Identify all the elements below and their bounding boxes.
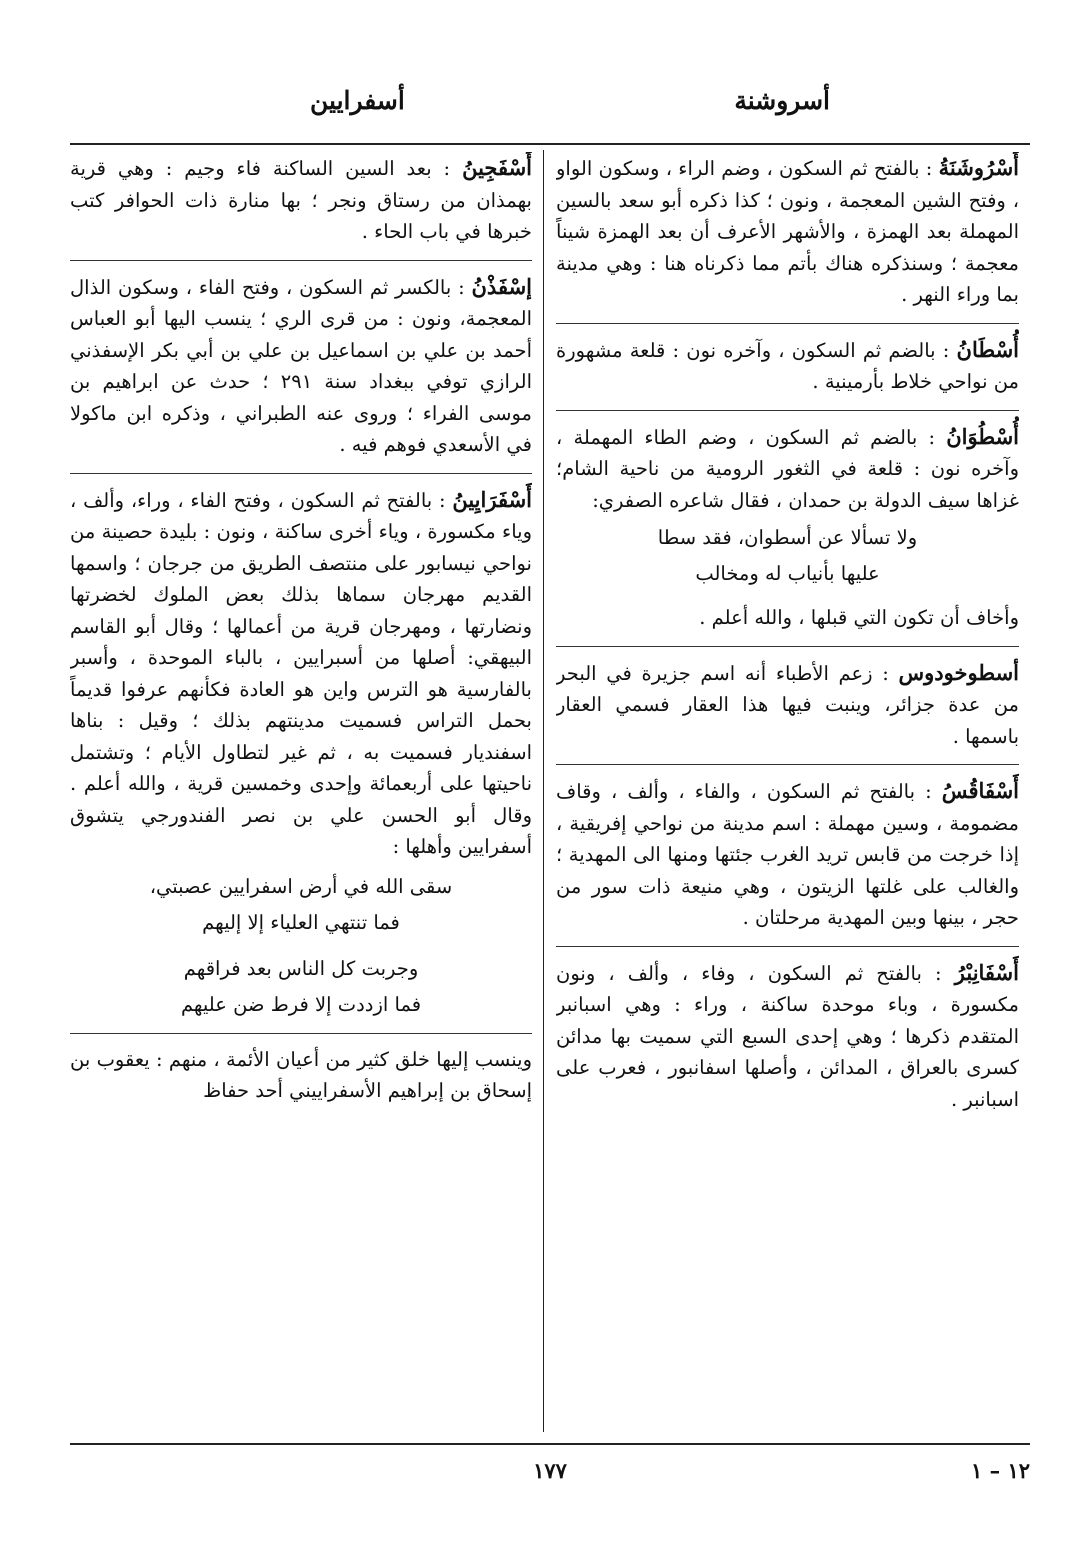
- page-footer: [70, 1452, 1030, 1492]
- entry-asrushana: [556, 152, 1019, 311]
- signature-mark: ١٢ – ١: [971, 1458, 1030, 1483]
- headword: أَسْفَاقُسُ: [941, 778, 1019, 803]
- verse-line: فما ازددت إلا فرط ضن عليهم: [180, 992, 422, 1016]
- entry-ustuwan: [556, 421, 1019, 517]
- entry-ustan: [556, 334, 1019, 398]
- entry-separator: [556, 410, 1019, 411]
- entry-text: : بالكسر ثم السكون ، وفتح الفاء ، وسكون الذال المعجمة، ونون : من قرى الري ؛ ينسب اليها أبو العباس أحمد بن علي بن اسماعيل بن علي بن أبي بكر الإسفذني الرازي توفي ببغداد سنة ٢٩١ ؛ حدث عن ابراهيم بن موسى الفراء ؛ وروى عنه الطبراني ، وذكره ابن ماكولا في الأسعدي فوهم فيه .: [70, 275, 532, 456]
- headword: أَسْفَجِينُ: [462, 155, 532, 180]
- headword: أَسْرُوشَنَةُ: [938, 155, 1019, 180]
- entry-text: : بالضم ثم السكون ، وضم الطاء المهملة ، وآخره نون : قلعة في الثغور الرومية من ناحية الشام؛ غزاها سيف الدولة بن حمدان ، فقال شاعره الصفري:: [556, 425, 1019, 512]
- headword: أَسْفَانِبْرُ: [954, 959, 1019, 985]
- verse-line: وجربت كل الناس بعد فراقهم: [183, 956, 419, 980]
- entry-text: : بالفتح ثم السكون ، وضم الراء ، وسكون الواو ، وفتح الشين المعجمة ، ونون ؛ كذا ذكره أبو سعد بالسين المهملة بعد الهمزة ، والأشهر الأعرف أن بعد الهمزة شيناً معجمة ؛ وسنذكره هناك بأتم مما ذكرناه هنا : وهي مدينة بما وراء النهر .: [556, 157, 1019, 306]
- headword: أُسْطَانُ: [956, 336, 1019, 362]
- verse: [70, 869, 532, 941]
- left-column: [70, 152, 532, 1432]
- headword: إسْفَذْنُ: [471, 273, 532, 299]
- entry-text: : زعم الأطباء أنه اسم جزيرة في البحر من عدة جزائر، وينبت فيها هذا العقار فسمي العقار باسمها .: [556, 661, 1019, 748]
- headword: أُسْطُوَانُ: [946, 423, 1019, 449]
- verse-line: ولا تسألا عن أسطوان، فقد سطا: [657, 526, 918, 549]
- entry-text: : بالفتح ثم السكون ، وفاء ، وألف ، ونون مكسورة ، وباء موحدة ساكنة ، وراء : وهي اسبانبر المتقدم ذكرها ؛ وهي إحدى السبع التي سميت بها مدائن كسرى بالعراق ، المدائن ، وأصلها اسفانبور ، فعرب على اسبانبر .: [556, 961, 1019, 1111]
- entry-text: : بالضم ثم السكون ، وآخره نون : قلعة مشهورة من نواحي خلاط بأرمينية .: [556, 338, 1019, 393]
- entry-text: : بعد السين الساكنة فاء وجيم : وهي قرية بهمذان من رستاق ونجر ؛ بها منارة ذات الحوافر كتب خبرها في باب الحاء .: [70, 157, 532, 243]
- verse: [556, 520, 1019, 592]
- running-head-right: أسروشنة: [734, 86, 830, 115]
- entry-ustukhudus: [556, 657, 1019, 753]
- column-divider: [543, 150, 544, 1432]
- entry-separator: [556, 764, 1019, 765]
- entry-continuation: وأخاف أن تكون التي قبلها ، والله أعلم .: [699, 606, 1019, 629]
- running-head-left: أسفرايين: [310, 86, 405, 115]
- headword: أسطوخودوس: [898, 659, 1019, 685]
- entry-text: : بالفتح ثم السكون ، والفاء ، وألف ، وقاف مضمومة ، وسين مهملة : اسم مدينة من نواحي إفريقية ، إذا خرجت من قابس تريد الغرب جئتها ومنها الى المهدية ؛ والغالب على غلتها الزيتون ، وهي منيعة ذات سور من حجر ، بينها وبين المهدية مرحلتان .: [556, 780, 1019, 929]
- page-number: ١٧٧: [533, 1458, 567, 1483]
- entry-continuation: وينسب إليها خلق كثير من أعيان الأئمة ، منهم : يعقوب بن إسحاق بن إبراهيم الأسفراييني أحد حفاظ: [70, 1047, 532, 1102]
- page-header: [60, 78, 1030, 130]
- entry-separator: [556, 946, 1019, 947]
- verse-line: فما تنتهي العلياء إلا إليهم: [202, 910, 400, 934]
- entry-asfarayin: [70, 484, 532, 863]
- verse-line: عليها بأنياب له ومخالب: [695, 562, 880, 585]
- entry-separator: [70, 473, 532, 474]
- header-rule: [70, 143, 1030, 145]
- entry-asfanibr: [556, 957, 1019, 1116]
- entry-text: : بالفتح ثم السكون ، وفتح الفاء ، وراء، وألف ، وياء مكسورة ، وياء أخرى ساكنة ، ونون : بليدة حصينة من نواحي نيسابور على منتصف الطريق من جرجان ؛ واسمها القديم مهرجان سماها بذلك بعض الملوك لخضرتها ونضارتها ، ومهرجان قرية من أعمالها ؛ وقال أبو القاسم البيهقي: أصلها من أسبرايين ، بالباء الموحدة ، وأسبر بالفارسية هو الترس واين هو العادة فكأنهم عرفوا قديماً بحمل التراس فسميت مدينتهم بذلك ؛ وقيل : بناها اسفنديار فسميت به ، ثم غير لتطاول الأيام ؛ وتشتمل ناحيتها على أربعمائة وإحدى وخمسين قرية ، والله أعلم . وقال أبو الحسن علي بن نصر الفندورجي يتشوق أسفرايين وأهلها :: [70, 488, 532, 858]
- verse: [70, 951, 532, 1023]
- entry-asfaqus: [556, 775, 1019, 934]
- footer-rule: [70, 1443, 1030, 1445]
- entry-separator: [556, 323, 1019, 324]
- entry-separator: [70, 1033, 532, 1034]
- right-column: [556, 152, 1019, 1432]
- verse-line: سقى الله في أرض اسفرايين عصبتي،: [149, 874, 453, 898]
- headword: أَسْفَرَايِينُ: [452, 486, 532, 512]
- entry-separator: [556, 646, 1019, 647]
- entry-isfadhn: [70, 271, 532, 461]
- entry-separator: [70, 260, 532, 261]
- entry-asfajin: [70, 152, 532, 248]
